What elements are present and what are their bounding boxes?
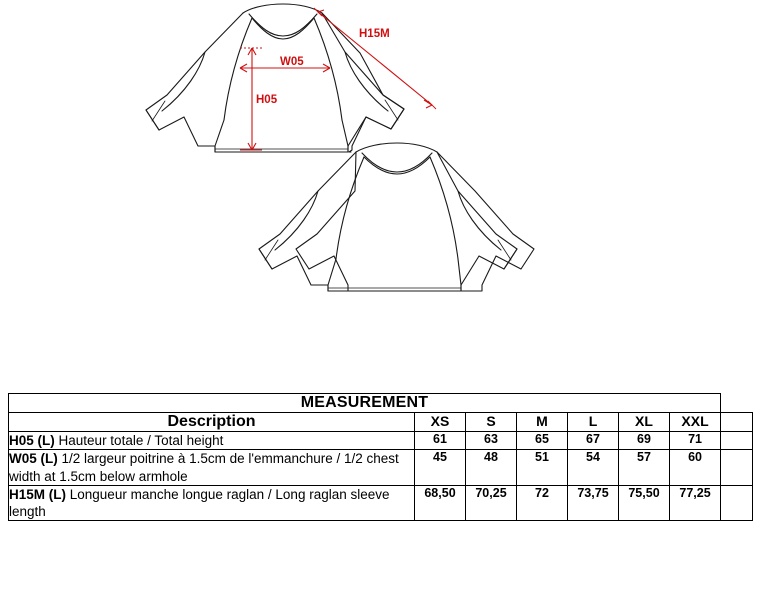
table-title-row	[9, 394, 753, 413]
row-text-h15m: Longueur manche longue raglan / Long raglan sleeve length	[9, 486, 390, 520]
row-spacer-w05	[721, 450, 753, 486]
value-h05-xs: 61	[415, 432, 466, 450]
row-description-h15m	[9, 485, 415, 521]
table-header-row	[9, 413, 753, 432]
row-spacer-h05	[721, 432, 753, 450]
value-h05-xxl: 71	[670, 432, 721, 450]
dimension-label-h15m: H15M	[359, 28, 390, 40]
column-header-xl: XL	[619, 413, 670, 432]
value-w05-xxl: 60	[670, 450, 721, 486]
value-h15m-xxl: 77,25	[670, 485, 721, 521]
value-h05-s: 63	[466, 432, 517, 450]
column-header-l: L	[568, 413, 619, 432]
value-h05-l: 67	[568, 432, 619, 450]
column-header-xs: XS	[415, 413, 466, 432]
table-title: MEASUREMENT	[9, 394, 721, 413]
value-w05-s: 48	[466, 450, 517, 486]
measurement-table	[8, 393, 753, 521]
sweatshirt-front-view	[146, 4, 404, 152]
value-h05-m: 65	[517, 432, 568, 450]
dimension-line-h15m	[318, 12, 432, 105]
measurement-table-wrapper	[8, 393, 752, 521]
value-h15m-m: 72	[517, 485, 568, 521]
column-header-s: S	[466, 413, 517, 432]
value-w05-xl: 57	[619, 450, 670, 486]
table-row	[9, 432, 753, 450]
row-code-h05: H05 (L)	[9, 433, 55, 448]
column-header-spacer	[721, 413, 753, 432]
table-row	[9, 485, 753, 521]
row-code-h15m: H15M (L)	[9, 486, 66, 502]
value-w05-xs: 45	[415, 450, 466, 486]
row-spacer-h15m	[721, 485, 753, 521]
row-text-w05: 1/2 largeur poitrine à 1.5cm de l'emmanchure / 1/2 chest width at 1.5cm below armhole	[9, 451, 399, 484]
column-header-m: M	[517, 413, 568, 432]
row-description-h05	[9, 432, 415, 450]
dimension-label-h05: H05	[256, 94, 278, 106]
column-header-description: Description	[9, 413, 415, 432]
row-text-h05: Hauteur totale / Total height	[58, 433, 224, 448]
column-header-xxl: XXL	[670, 413, 721, 432]
value-w05-m: 51	[517, 450, 568, 486]
table-row	[9, 450, 753, 486]
value-h15m-l: 73,75	[568, 485, 619, 521]
dimension-label-w05: W05	[280, 56, 304, 68]
value-w05-l: 54	[568, 450, 619, 486]
value-h05-xl: 69	[619, 432, 670, 450]
value-h15m-xl: 75,50	[619, 485, 670, 521]
row-code-w05: W05 (L)	[9, 451, 58, 467]
value-h15m-xs: 68,50	[415, 485, 466, 521]
value-h15m-s: 70,25	[466, 485, 517, 521]
sweatshirt-back-view	[259, 143, 534, 291]
row-description-w05	[9, 450, 415, 486]
